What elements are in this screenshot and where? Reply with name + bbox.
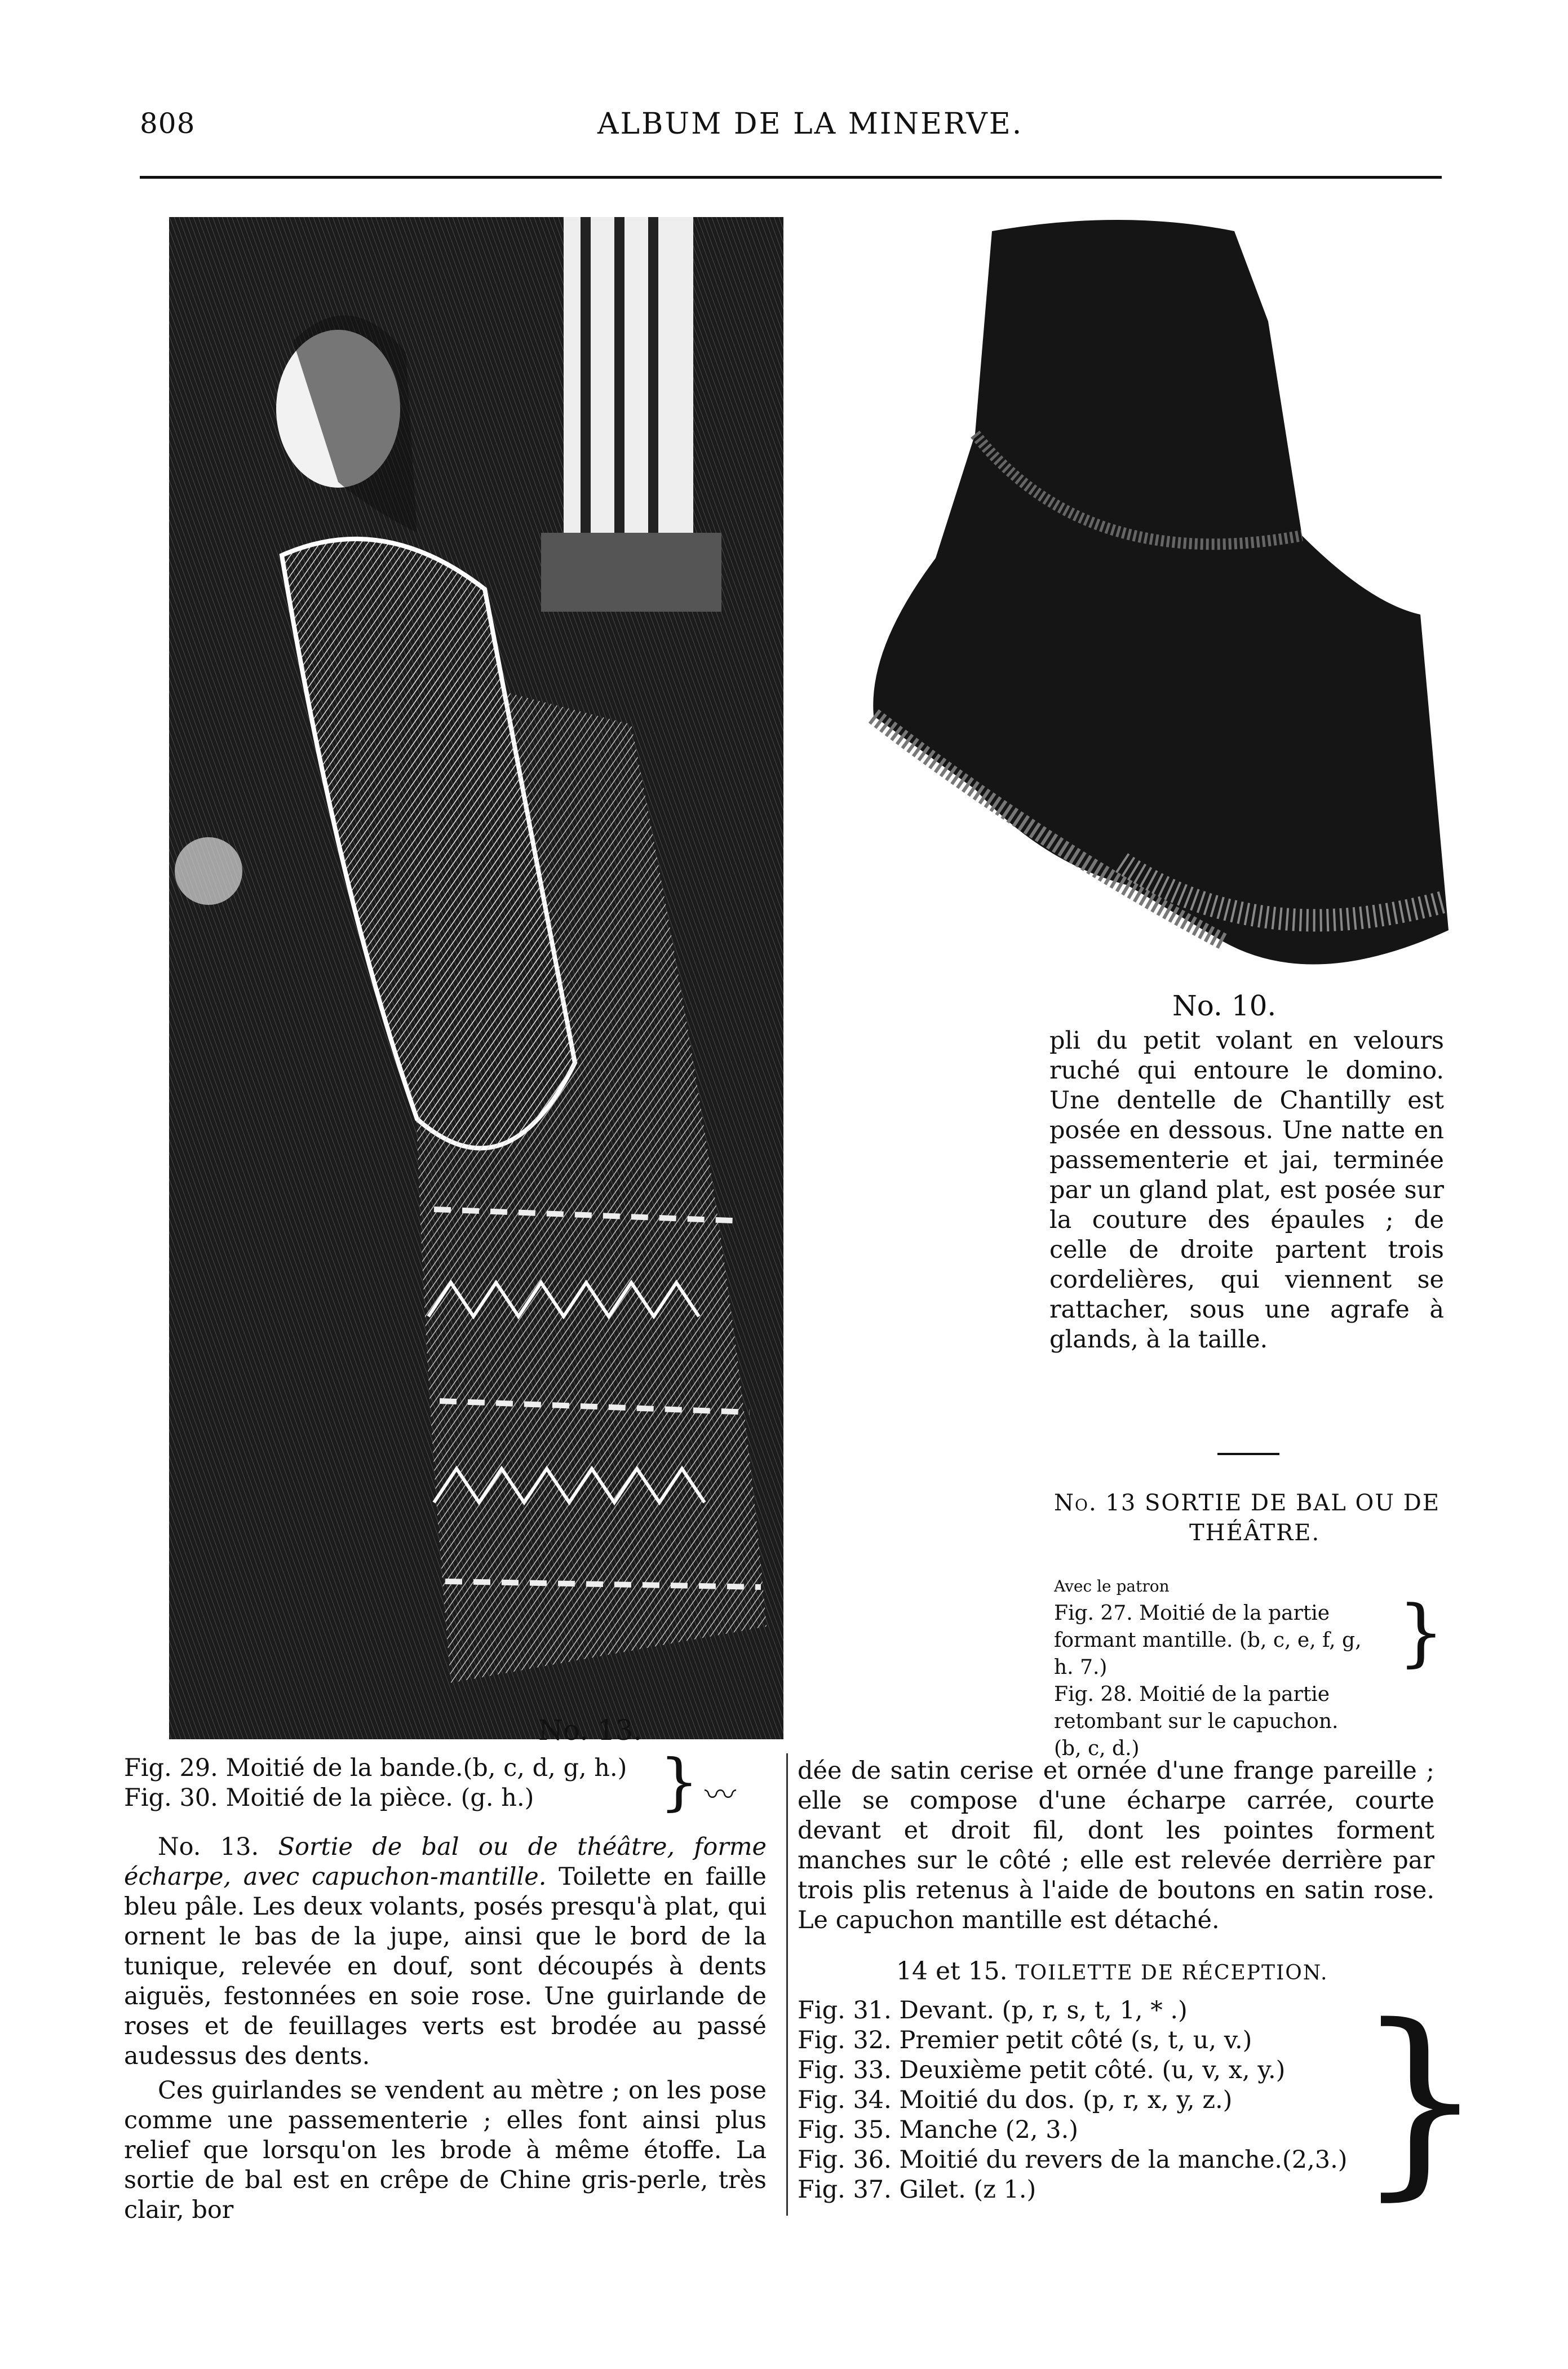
fig35-line: Fig. 35. Manche (2, 3.) [798, 2116, 1079, 2144]
fig31-line: Fig. 31. Devant. (p, r, s, t, 1, * .) [798, 1996, 1188, 2025]
left-body [124, 1832, 767, 2225]
illustration-no10-mantle [806, 209, 1454, 1004]
header-rule [140, 176, 1442, 179]
avec-le-patron-label: Avec le patron [1054, 1577, 1170, 1595]
no13-pattern-block [1054, 1573, 1370, 1762]
illustration-no13-engraving [169, 217, 783, 1739]
section-divider [1217, 1453, 1279, 1455]
toilette-heading-title: TOILETTE DE RÉCEPTION. [1015, 1961, 1328, 1985]
paragraph-domino-description: pli du petit volant en velours ruché qui entoure le domino. Une dentelle de Chantilly est posée en dessous. Une natte en passementerie et jai, terminée par un gland plat, est posée sur la couture des épaules ; de celle de droite partent trois cordelières, qui viennent se rattacher, sous une agrafe à glands, à la taille. [1049, 1027, 1444, 1354]
no13-heading [1054, 1488, 1449, 1548]
large-brace-icon: } [1356, 1982, 1485, 2218]
fig34-line: Fig. 34. Moitié du dos. (p, r, x, y, z.) [798, 2086, 1233, 2114]
toilette-heading-number: 14 et 15. [896, 1957, 1008, 1986]
fig29-line: Fig. 29. Moitié de la bande.(b, c, d, g, h.) [124, 1754, 627, 1782]
paragraph-guirlandes: Ces guirlandes se vendent au mètre ; on les pose comme une passementerie ; elles font ainsi plus relief que lorsqu'on les brode à même étoffe. La sortie de bal est en crêpe de Chine gris-perle, très clair, bor [124, 2076, 767, 2224]
page-number: 808 [140, 107, 196, 140]
fig36-line: Fig. 36. Moitié du revers de la manche.(2,3.) [798, 2146, 1348, 2174]
toilette-fig-list [798, 1996, 1361, 2205]
paragraph-satin-cerise: dée de satin cerise et ornée d'une frange pareille ; elle se compose d'une écharpe carrée, courte devant et droit fil, dont les pointes forment manches sur le côté ; elle est relevée derrière par trois plis retenus à l'aide de boutons en satin rose. Le capuchon mantille est détaché. [798, 1757, 1434, 1934]
zigzag-symbol-icon: } [1398, 1589, 1445, 1675]
caption-no13: No. 13. [538, 1714, 643, 1747]
no13-title: Sortie de bal ou de théâtre, forme écharpe, avec capuchon-mantille. [124, 1833, 767, 1891]
fig33-line: Fig. 33. Deuxième petit côté. (u, v, x, y.) [798, 2056, 1286, 2084]
no13-label: No. 13. [158, 1833, 259, 1861]
toilette-heading [896, 1956, 1328, 1988]
running-title: ALBUM DE LA MINERVE. [597, 107, 1024, 141]
fig30-line: Fig. 30. Moitié de la pièce. (g. h.) [124, 1784, 534, 1812]
caption-no10: No. 10. [1172, 989, 1277, 1022]
fig27-text: Fig. 27. Moitié de la partie formant mantille. (b, c, e, f, g, h. 7.) [1054, 1602, 1362, 1679]
mantle-engraving [806, 209, 1454, 1004]
no13-heading-line2: THÉÂTRE. [1189, 1520, 1321, 1546]
fig37-line: Fig. 37. Gilet. (z 1.) [798, 2176, 1037, 2204]
engraving-woman-figure [169, 217, 783, 1739]
no13-body: Toilette en faille bleu pâle. Les deux volants, posés presqu'à plat, qui ornent le bas de la jupe, ainsi que le bord de la tunique, relevée en douf, sont découpés à dents aiguës, festonnées en soie rose. Une guirlande de roses et de feuillages verts est brodée au passé audessus des dents. [124, 1863, 767, 2070]
brace-icon: } [659, 1745, 699, 1818]
wave-symbol-icon: 〰 [705, 1777, 736, 1814]
fig28-text: Fig. 28. Moitié de la partie retombant sur le capuchon. (b, c, d.) [1054, 1683, 1339, 1760]
no13-heading-line1: No. 13 SORTIE DE BAL OU DE [1054, 1490, 1441, 1516]
fig32-line: Fig. 32. Premier petit côté (s, t, u, v.) [798, 2026, 1252, 2054]
column-separator [786, 1753, 788, 2216]
paragraph-no13-description [124, 1832, 767, 2071]
